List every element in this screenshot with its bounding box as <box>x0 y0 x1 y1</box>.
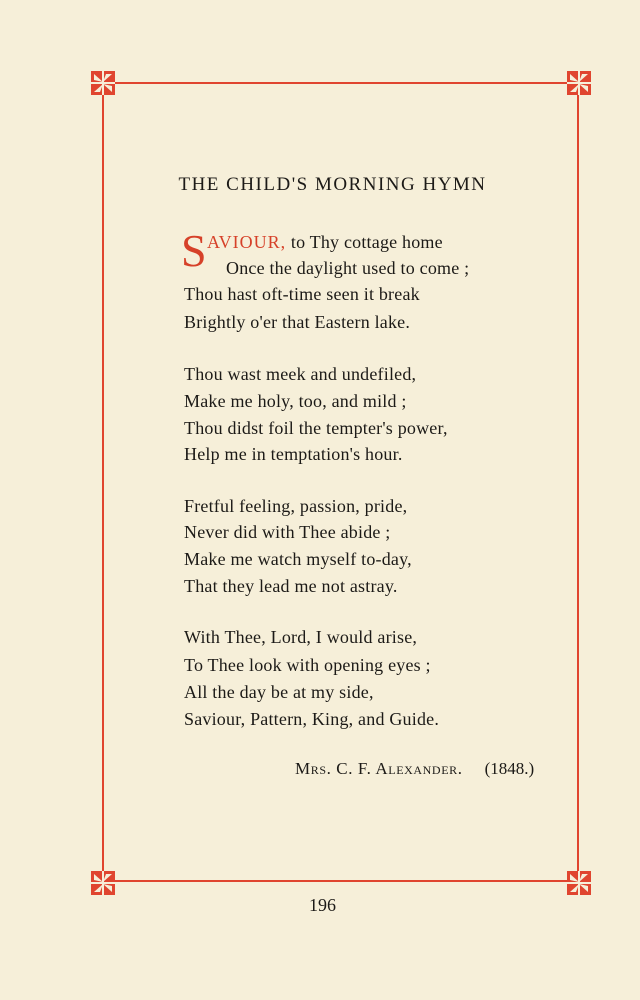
first-word-red: AVIOUR, <box>207 232 287 252</box>
page-title: THE CHILD'S MORNING HYMN <box>178 174 487 195</box>
poem-line: With Thee, Lord, I would arise, <box>184 627 418 647</box>
drop-cap: S <box>181 225 207 276</box>
poem-line: Thou didst foil the tempter's power, <box>184 418 448 438</box>
poem-line: All the day be at my side, <box>184 682 374 702</box>
author-year: (1848.) <box>484 759 535 778</box>
cross-ornament-icon <box>567 71 591 95</box>
cross-ornament-icon <box>91 871 115 895</box>
poem-line: Brightly o'er that Eastern lake. <box>184 312 411 332</box>
poem-line: Thou hast oft-time seen it break <box>184 284 420 304</box>
cross-ornament-icon <box>91 71 115 95</box>
poem-line: Make me holy, too, and mild ; <box>184 391 407 411</box>
poem-line: Once the daylight used to come ; <box>226 258 470 278</box>
poem-line: Saviour, Pattern, King, and Guide. <box>184 709 440 729</box>
poem-line: Fretful feeling, passion, pride, <box>184 496 408 516</box>
poem-line-first <box>207 232 443 253</box>
poem-line: Thou wast meek and undefiled, <box>184 364 417 384</box>
first-line-remainder: to Thy cottage home <box>286 232 443 252</box>
page-number: 196 <box>309 895 336 915</box>
poem-line: Never did with Thee abide ; <box>184 522 391 542</box>
poem-line: To Thee look with opening eyes ; <box>184 655 431 675</box>
author-name: Mrs. C. F. Alexander. <box>295 759 463 778</box>
poem-line: Make me watch myself to-day, <box>184 549 412 569</box>
poem-line: That they lead me not astray. <box>184 576 398 596</box>
attribution <box>295 759 534 779</box>
poem-line: Help me in temptation's hour. <box>184 444 403 464</box>
cross-ornament-icon <box>567 871 591 895</box>
